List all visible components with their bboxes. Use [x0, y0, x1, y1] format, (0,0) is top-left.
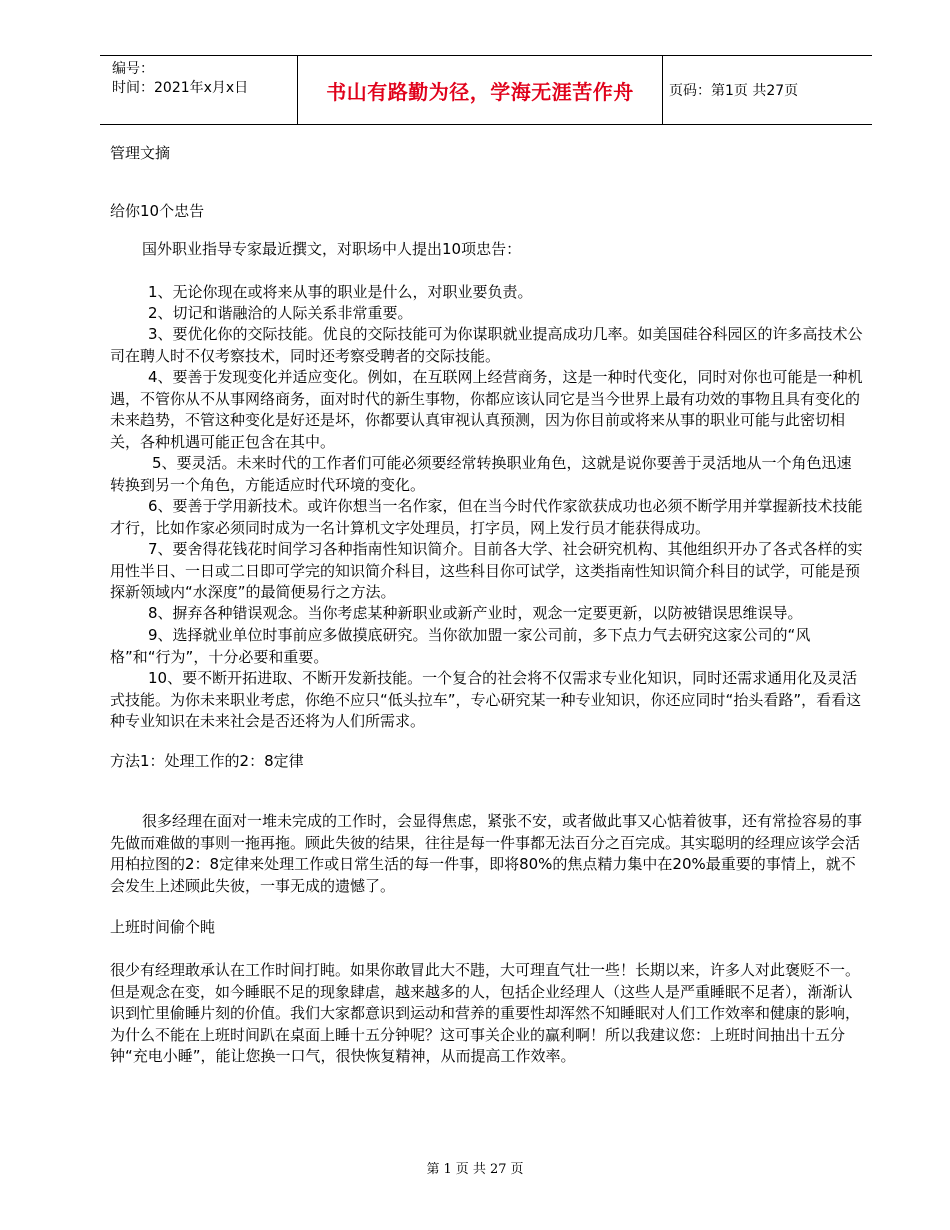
header-table	[100, 55, 872, 125]
nap-title: 上班时间偷个盹	[110, 918, 216, 936]
doc-intro: 国外职业指导专家最近撰文，对职场中人提出10项忠告：	[142, 240, 522, 258]
footer-mid: 页 共	[455, 1162, 486, 1177]
method-title: 方法1：处理工作的2：8定律	[110, 752, 304, 770]
advice-item-4: 4、要善于发现变化并适应变化。例如，在互联网上经营商务，这是一种时代变化，同时对你也可能是一种机遇，不管你从不从事网络商务，面对时代的新生事物，你都应该认同它是当今世界上最有功效的事物且具有变化的未来趋势，不管这种变化是好还是坏，你都要认真审视认真预测，因为你目前或将来从事的职业可能与此密切相关，各种机遇可能正包含在其中。	[110, 368, 863, 451]
page-footer	[0, 1158, 950, 1177]
header-meta-cell	[100, 56, 298, 124]
method-body: 很多经理在面对一堆未完成的工作时，会显得焦虑，紧张不安，或者做此事又心惦着彼事，还有常捡容易的事先做而难做的事则一拖再拖。顾此失彼的结果，往往是每一件事都无法百分之百完成。其实聪明的经理应该学会活用柏拉图的2：8定律来处理工作或日常生活的每一件事，即将80%的焦点精力集中在20%最重要的事情上，就不会发生上述顾此失彼，一事无成的遗憾了。	[110, 812, 863, 895]
advice-item-5: 5、要灵活。未来时代的工作者们可能必须要经常转换职业角色，这就是说你要善于灵活地从一个角色迅速转换到另一个角色，方能适应时代环境的变化。	[110, 454, 852, 494]
nap-body: 很少有经理敢承认在工作时间打盹。如果你敢冒此大不韪，大可理直气壮一些！长期以来，许多人对此褒贬不一。但是观念在变，如今睡眠不足的现象肆虐，越来越多的人，包括企业经理人（这些人是严重睡眠不足者），渐渐认识到忙里偷睡片刻的价值。我们大家都意识到运动和营养的重要性却浑然不知睡眠对人们工作效率和健康的影响，为什么不能在上班时间趴在桌面上睡十五分钟呢？这可事关企业的赢利啊！所以我建议您：上班时间抽出十五分钟“充电小睡”，能让您换一口气，很快恢复精神，从而提高工作效率。	[110, 961, 861, 1065]
header-motto: 书山有路勤为径，学海无涯苦作舟	[298, 56, 663, 124]
advice-item-9: 9、选择就业单位时事前应多做摸底研究。当你欲加盟一家公司前，多下点力气去研究这家公司的“风格”和“行为”，十分必要和重要。	[110, 626, 811, 666]
footer-current-page: 1	[443, 1162, 452, 1177]
advice-item-7: 7、要舍得花钱花时间学习各种指南性知识简介。目前各大学、社会研究机构、其他组织开办了各式各样的实用性半日、一日或二日即可学完的知识简介科目，这些科目你可试学，这类指南性知识简介科目的试学，可能是预探新领域内“水深度”的最简便易行之方法。	[110, 540, 863, 601]
doc-title: 给你10个忠告	[110, 202, 205, 220]
header-number-label: 编号：	[112, 61, 154, 77]
footer-suffix: 页	[510, 1162, 524, 1177]
footer-total-pages: 27	[489, 1162, 507, 1177]
advice-item-6: 6、要善于学用新技术。或许你想当一名作家，但在当今时代作家欲获成功也必须不断学用并掌握新技术技能才行，比如作家必须同时成为一名计算机文字处理员，打字员，网上发行员才能获得成功。	[110, 497, 863, 537]
header-page-info: 页码：第1页 共27页	[669, 83, 799, 99]
header-time-label: 时间：2021年x月x日	[112, 80, 249, 96]
footer-prefix: 第	[426, 1162, 440, 1177]
advice-item-3: 3、要优化你的交际技能。优良的交际技能可为你谋职就业提高成功几率。如美国硅谷科园区的许多高技术公司在聘人时不仅考察技术，同时还考察受聘者的交际技能。	[110, 325, 863, 365]
advice-item-8: 8、摒弃各种错误观念。当你考虑某种新职业或新产业时，观念一定要更新，以防被错误思维误导。	[148, 604, 803, 622]
advice-item-1: 1、无论你现在或将来从事的职业是什么，对职业要负责。	[148, 283, 533, 301]
doc-category: 管理文摘	[110, 144, 171, 162]
advice-item-2: 2、切记和谐融洽的人际关系非常重要。	[148, 304, 413, 322]
advice-item-10: 10、要不断开拓进取、不断开发新技能。一个复合的社会将不仅需求专业化知识，同时还需求通用化及灵活式技能。为你未来职业考虑，你绝不应只“低头拉车”，专心研究某一种专业知识，你还应同时“抬头看路”，看看这种专业知识在未来社会是否还将为人们所需求。	[110, 669, 862, 730]
